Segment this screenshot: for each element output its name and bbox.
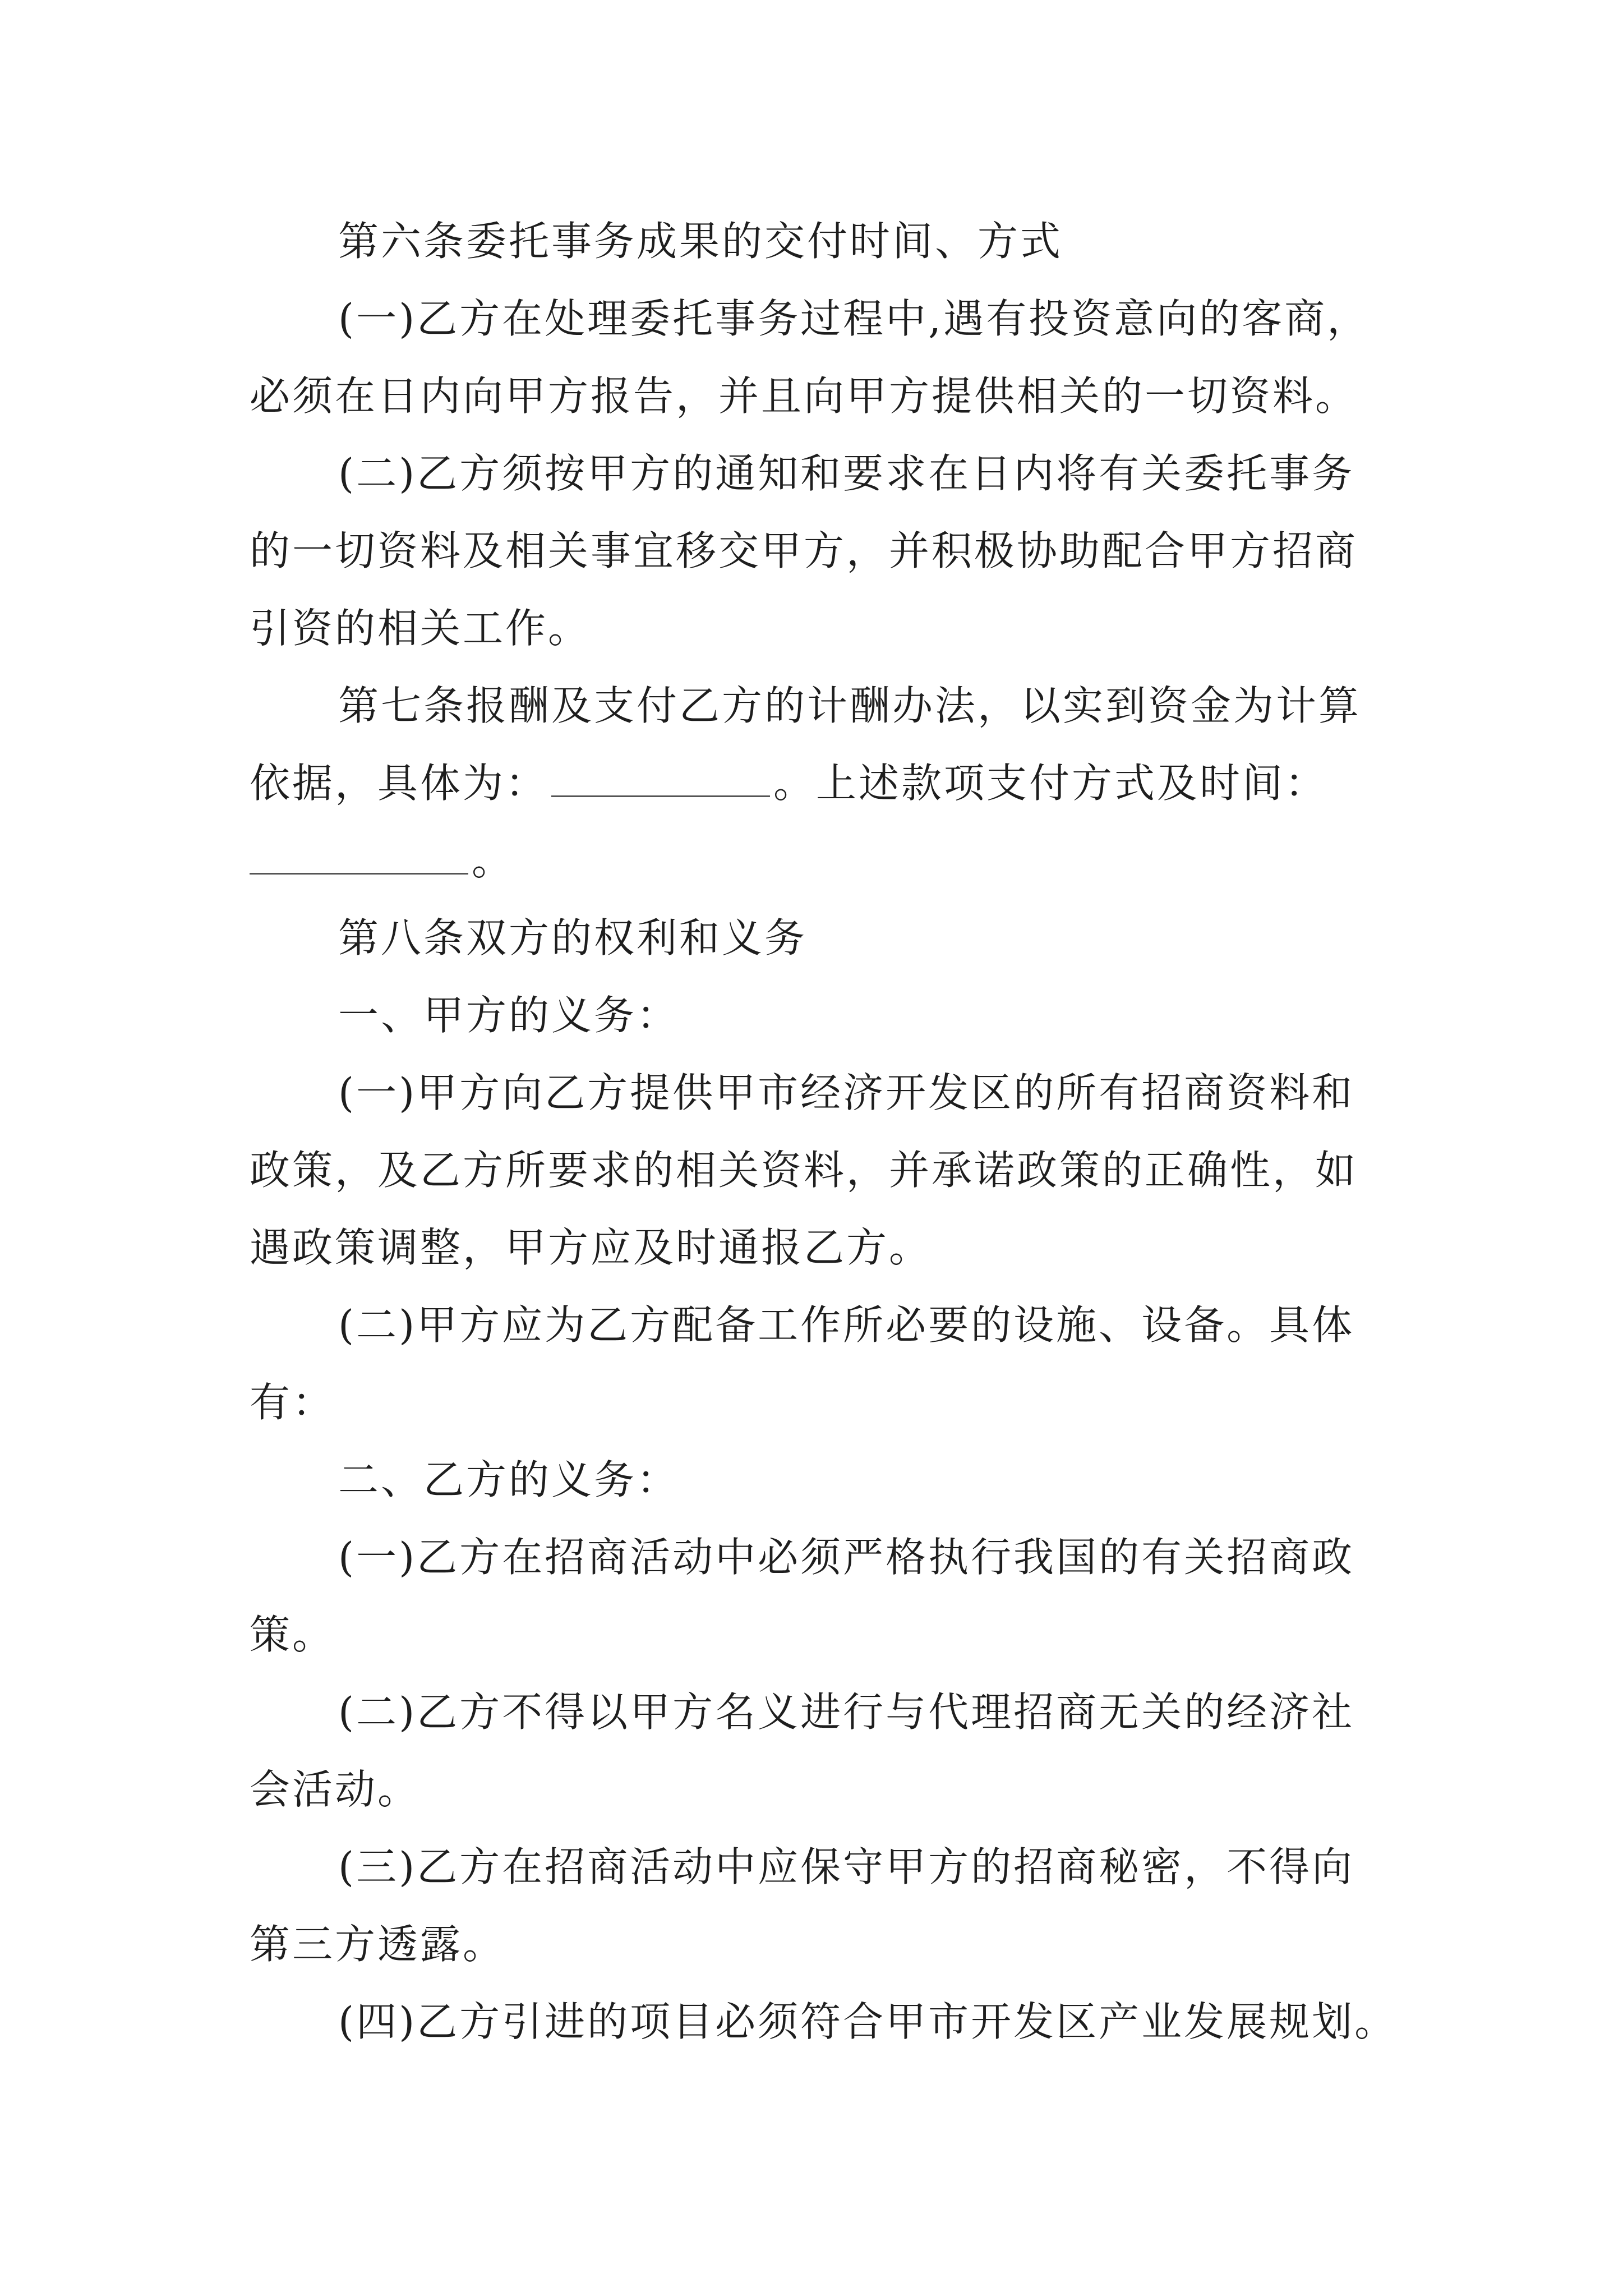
article-6-item-1-line-1: (一)乙方在处理委托事务过程中,遇有投资意向的客商， <box>338 295 1370 342</box>
party-b-obligations-heading: 二、乙方的义务： <box>338 1456 680 1503</box>
article-7-line-2 <box>250 760 1327 807</box>
party-a-obligations-heading: 一、甲方的义务： <box>338 992 680 1039</box>
party-a-item-2-line-2: 有： <box>250 1379 335 1426</box>
party-b-item-1-line-2: 策。 <box>250 1611 335 1658</box>
article-7-line-1: 第七条报酬及支付乙方的计酬办法，以实到资金为计算 <box>338 682 1362 729</box>
party-b-item-1-line-1: (一)乙方在招商活动中必须严格执行我国的有关招商政 <box>338 1534 1355 1581</box>
party-b-item-3-line-2: 第三方透露。 <box>250 1921 506 1968</box>
article-6-title: 第六条委托事务成果的交付时间、方式 <box>338 218 1063 265</box>
party-a-item-1-line-2: 政策，及乙方所要求的相关资料，并承诺政策的正确性，如 <box>250 1147 1358 1194</box>
article-6-item-2-line-2: 的一切资料及相关事宜移交甲方，并积极协助配合甲方招商 <box>250 527 1358 574</box>
party-b-item-4-line-1: (四)乙方引进的项目必须符合甲市开发区产业发展规划。 <box>338 1998 1398 2045</box>
article-7-line-2-after: 。上述款项支付方式及时间： <box>773 760 1328 807</box>
article-6-item-2-line-3: 引资的相关工作。 <box>250 605 591 652</box>
article-7-line-2-before: 依据，具体为： <box>250 760 548 807</box>
party-b-item-3-line-1: (三)乙方在招商活动中应保守甲方的招商秘密，不得向 <box>338 1843 1355 1890</box>
article-7-line-3-after: 。 <box>472 837 515 884</box>
article-6-item-2-line-1: (二)乙方须按甲方的通知和要求在日内将有关委托事务 <box>338 450 1355 497</box>
party-b-item-2-line-2: 会活动。 <box>250 1766 421 1813</box>
article-6-item-1-line-2: 必须在日内向甲方报告，并且向甲方提供相关的一切资料。 <box>250 372 1358 420</box>
party-b-item-2-line-1: (二)乙方不得以甲方名义进行与代理招商无关的经济社 <box>338 1688 1355 1736</box>
fill-in-blank-amount[interactable] <box>551 763 770 797</box>
party-a-item-1-line-1: (一)甲方向乙方提供甲市经济开发区的所有招商资料和 <box>338 1069 1355 1116</box>
article-7-line-3 <box>250 837 514 884</box>
fill-in-blank-payment[interactable] <box>250 840 468 875</box>
party-a-item-2-line-1: (二)甲方应为乙方配备工作所必要的设施、设备。具体 <box>338 1301 1355 1349</box>
article-8-title: 第八条双方的权利和义务 <box>338 914 808 961</box>
party-a-item-1-line-3: 遇政策调整，甲方应及时通报乙方。 <box>250 1224 932 1271</box>
